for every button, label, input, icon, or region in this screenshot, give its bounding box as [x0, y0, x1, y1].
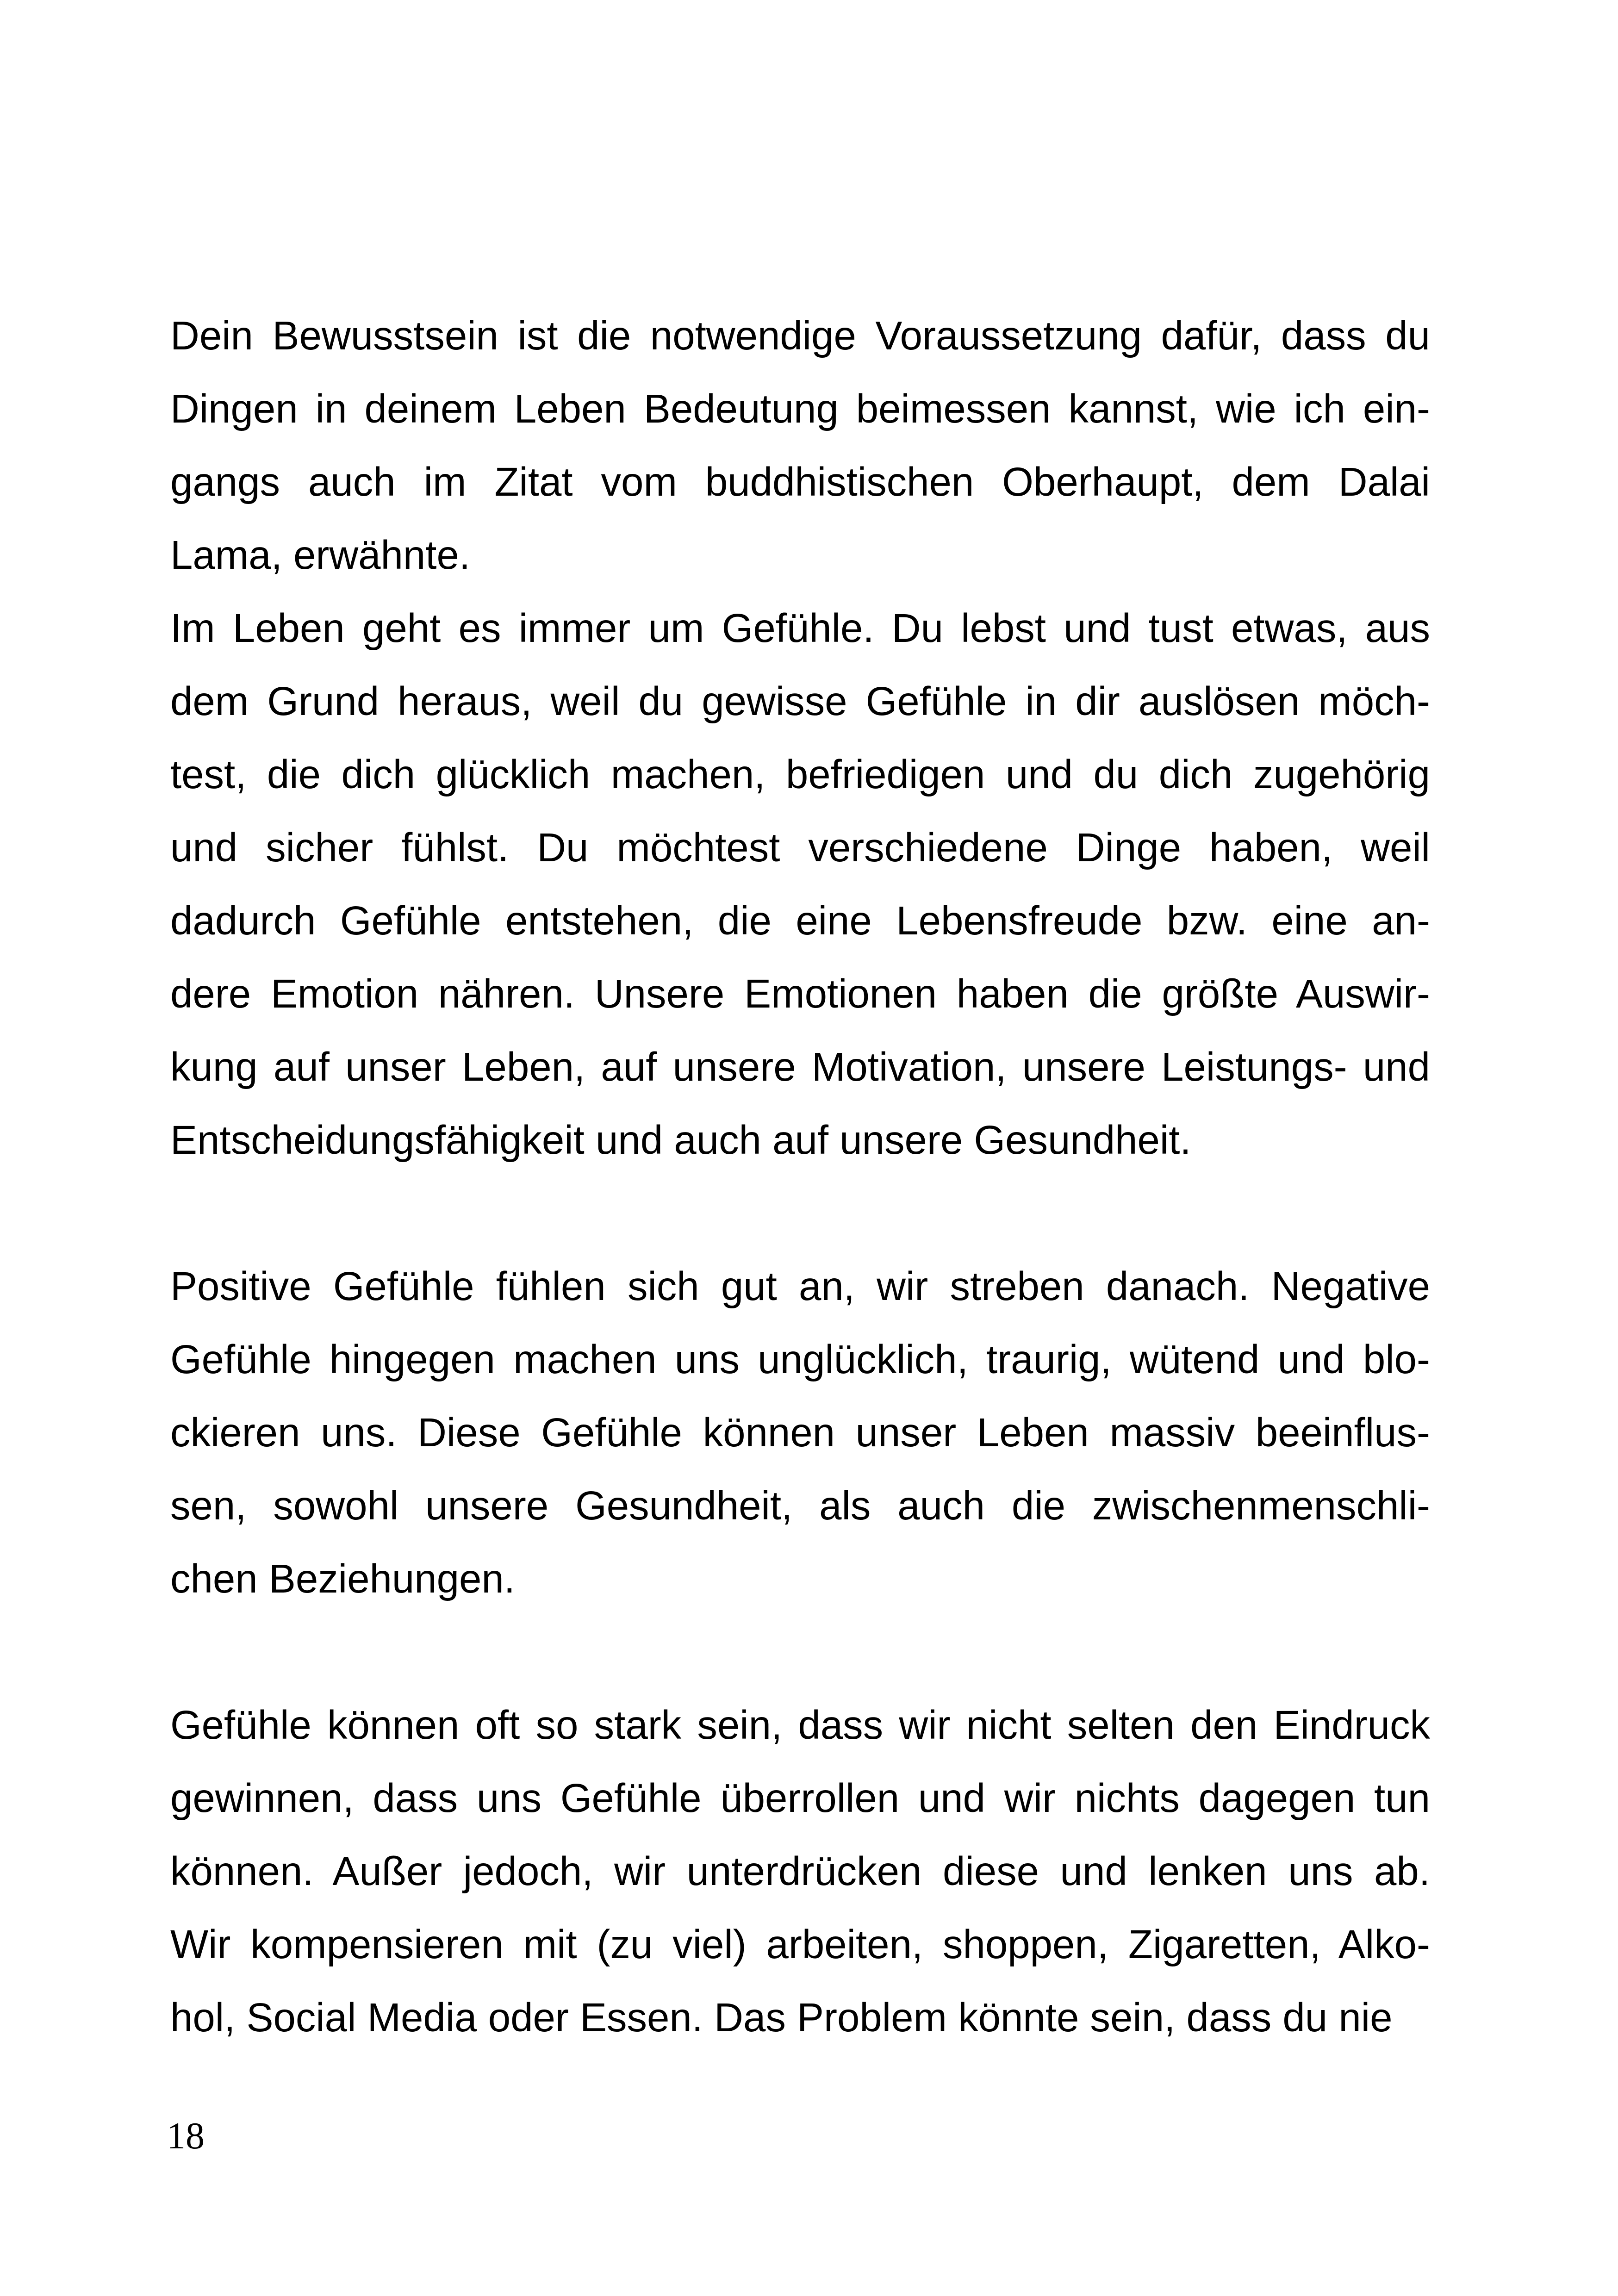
- text-line: Dein Bewusstsein ist die notwendige Voraussetzung dafür, dass du: [170, 313, 1430, 358]
- text-line: gangs auch im Zitat vom buddhistischen Oberhaupt, dem Dalai: [170, 460, 1430, 504]
- text-line: Entscheidungsfähigkeit und auch auf unsere Gesundheit.: [170, 1118, 1191, 1163]
- text-line: und sicher fühlst. Du möchtest verschiedene Dinge haben, weil: [170, 825, 1430, 870]
- text-line: chen Beziehungen.: [170, 1556, 515, 1601]
- blank-line: [170, 1616, 1430, 1689]
- text-line: Positive Gefühle fühlen sich gut an, wir streben danach. Negative: [170, 1264, 1430, 1309]
- text-line: Wir kompensieren mit (zu viel) arbeiten, shoppen, Zigaretten, Alko-: [170, 1922, 1430, 1967]
- text-line: Gefühle hingegen machen uns unglücklich, traurig, wütend und blo-: [170, 1337, 1430, 1382]
- blank-line: [170, 1177, 1430, 1250]
- text-line: test, die dich glücklich machen, befriedigen und du dich zugehörig: [170, 752, 1430, 797]
- text-line: Im Leben geht es immer um Gefühle. Du lebst und tust etwas, aus: [170, 606, 1430, 651]
- text-line: Lama, erwähnte.: [170, 533, 471, 578]
- text-line: ckieren uns. Diese Gefühle können unser Leben massiv beeinflus-: [170, 1410, 1430, 1455]
- text-line: hol, Social Media oder Essen. Das Problem könnte sein, dass du nie: [170, 1995, 1393, 2040]
- text-line: kung auf unser Leben, auf unsere Motivation, unsere Leistungs- und: [170, 1045, 1430, 1089]
- text-line: sen, sowohl unsere Gesundheit, als auch die zwischenmenschli-: [170, 1483, 1430, 1528]
- text-line: dem Grund heraus, weil du gewisse Gefühle in dir auslösen möch-: [170, 679, 1430, 724]
- text-line: gewinnen, dass uns Gefühle überrollen und wir nichts dagegen tun: [170, 1776, 1430, 1821]
- text-line: Dingen in deinem Leben Bedeutung beimessen kannst, wie ich ein-: [170, 386, 1430, 431]
- text-line: können. Außer jedoch, wir unterdrücken diese und lenken uns ab.: [170, 1849, 1430, 1894]
- text-line: dadurch Gefühle entstehen, die eine Lebensfreude bzw. eine an-: [170, 898, 1430, 943]
- text-line: dere Emotion nähren. Unsere Emotionen haben die größte Auswir-: [170, 971, 1430, 1016]
- page-number: 18: [167, 2115, 205, 2157]
- text-line: Gefühle können oft so stark sein, dass wir nicht selten den Eindruck: [170, 1703, 1430, 1748]
- page-text-block: [170, 299, 1430, 2054]
